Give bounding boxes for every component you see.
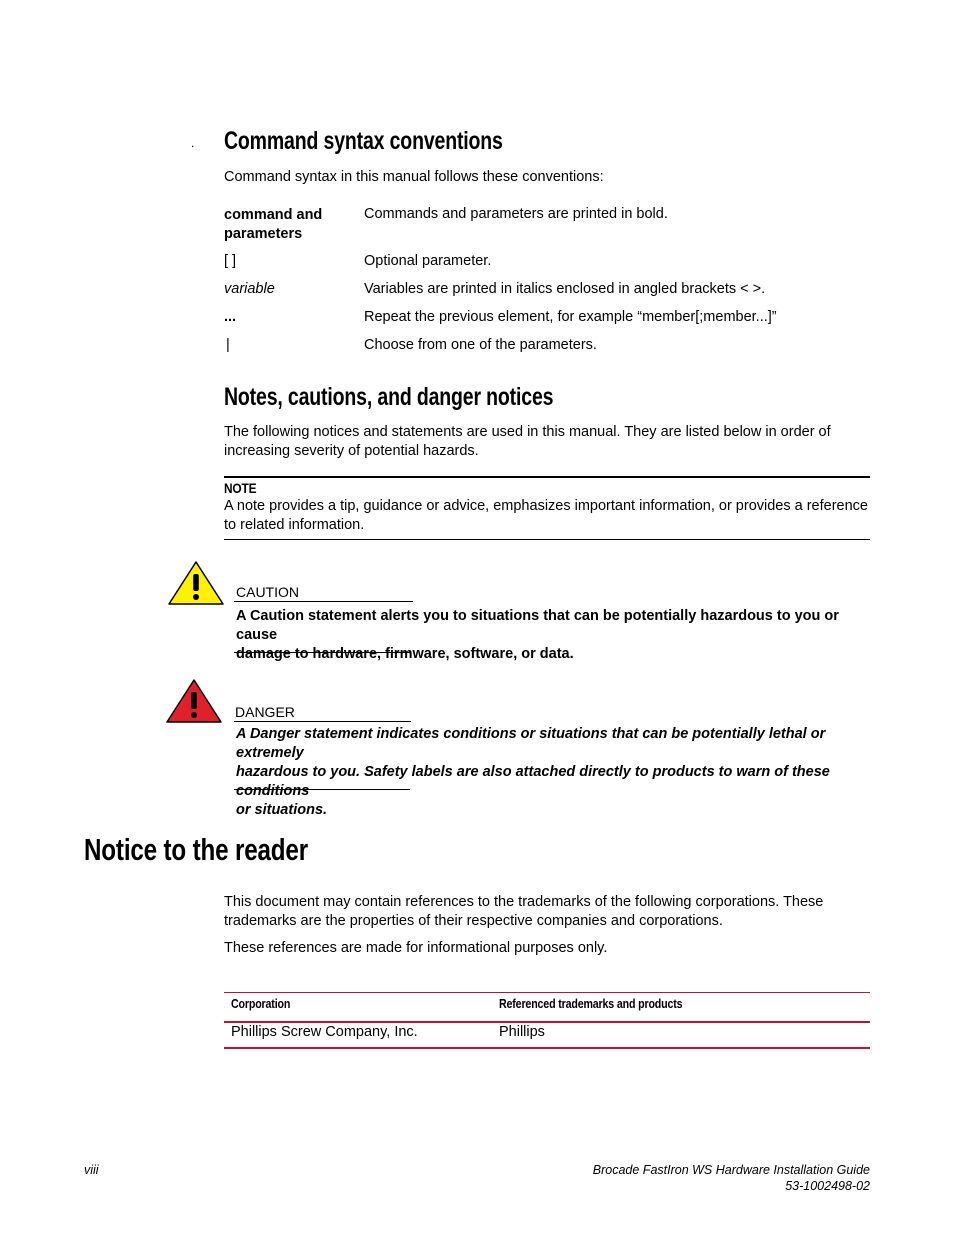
danger-label-rule: [234, 721, 411, 722]
danger-warning-icon: [164, 678, 224, 724]
text-line: trademarks are the properties of their respective companies and corporations.: [224, 913, 723, 929]
term-line: command and: [224, 207, 323, 223]
syntax-term: variable: [224, 281, 275, 297]
heading-text: Notice to the reader: [84, 832, 308, 867]
text-line: to related information.: [224, 517, 365, 533]
footer-title: Brocade FastIron WS Hardware Installation Guide: [592, 1163, 870, 1177]
syntax-intro: Command syntax in this manual follows these conventions:: [224, 169, 604, 185]
syntax-term: |: [226, 337, 230, 353]
table-top-rule: [224, 992, 870, 993]
caution-bottom-rule: [234, 652, 410, 653]
danger-bottom-rule: [234, 789, 410, 790]
section-heading-reader: [84, 832, 371, 868]
syntax-term: ...: [224, 309, 237, 325]
danger-body: [236, 725, 876, 820]
reader-para-1: [224, 893, 874, 931]
margin-marker: .: [191, 136, 195, 150]
table-header-trademarks: [499, 996, 723, 1011]
note-label-text: NOTE: [224, 480, 257, 496]
heading-text: Notes, cautions, and danger notices: [224, 383, 554, 411]
table-header-corporation: [231, 996, 303, 1011]
table-cell: Phillips Screw Company, Inc.: [231, 1024, 418, 1040]
caution-warning-icon: [166, 560, 226, 606]
text-line: increasing severity of potential hazards.: [224, 443, 479, 459]
syntax-desc: Optional parameter.: [364, 253, 492, 269]
text-line: A note provides a tip, guidance or advice, emphasizes important information, or provides a reference: [224, 498, 868, 514]
syntax-term: [224, 206, 322, 244]
footer-page-number: viii: [84, 1163, 99, 1177]
notices-intro: [224, 423, 874, 461]
caution-label-rule: [234, 601, 413, 602]
syntax-desc: Repeat the previous element, for example “member[;member...]”: [364, 309, 777, 325]
text-line: The following notices and statements are used in this manual. They are listed below in order of: [224, 424, 831, 440]
header-text: Corporation: [231, 996, 291, 1011]
text-line: A Danger statement indicates conditions or situations that can be potentially lethal or extremely: [236, 726, 826, 761]
caution-body: [236, 607, 876, 664]
note-label: [224, 480, 262, 496]
header-text: Referenced trademarks and products: [499, 996, 683, 1011]
text-line: damage to hardware, firmware, software, or data.: [236, 646, 574, 662]
text-line: A Caution statement alerts you to situations that can be potentially hazardous to you or cause: [236, 608, 839, 643]
note-body: [224, 497, 874, 535]
syntax-desc: Commands and parameters are printed in bold.: [364, 206, 668, 222]
footer-doc-info: [593, 1162, 870, 1194]
text-line: hazardous to you. Safety labels are also attached directly to products to warn of these conditions: [236, 764, 830, 799]
table-cell: Phillips: [499, 1024, 545, 1040]
danger-label: DANGER: [235, 704, 295, 720]
table-bottom-rule: [224, 1047, 870, 1049]
footer-doc-number: 53-1002498-02: [785, 1179, 870, 1193]
heading-text: Command syntax conventions: [224, 127, 503, 155]
note-top-rule: [224, 476, 870, 478]
text-line: This document may contain references to the trademarks of the following corporations. These: [224, 894, 824, 910]
note-bottom-rule: [224, 539, 870, 540]
caution-label: CAUTION: [236, 584, 299, 600]
section-heading-notices: [224, 383, 646, 412]
term-line: parameters: [224, 226, 303, 242]
section-heading-syntax: [224, 127, 581, 156]
syntax-term: [ ]: [224, 253, 237, 269]
text-line: or situations.: [236, 802, 328, 818]
reader-para-2: These references are made for informational purposes only.: [224, 940, 608, 956]
syntax-desc: Variables are printed in italics enclosed in angled brackets < >.: [364, 281, 766, 297]
syntax-desc: Choose from one of the parameters.: [364, 337, 597, 353]
